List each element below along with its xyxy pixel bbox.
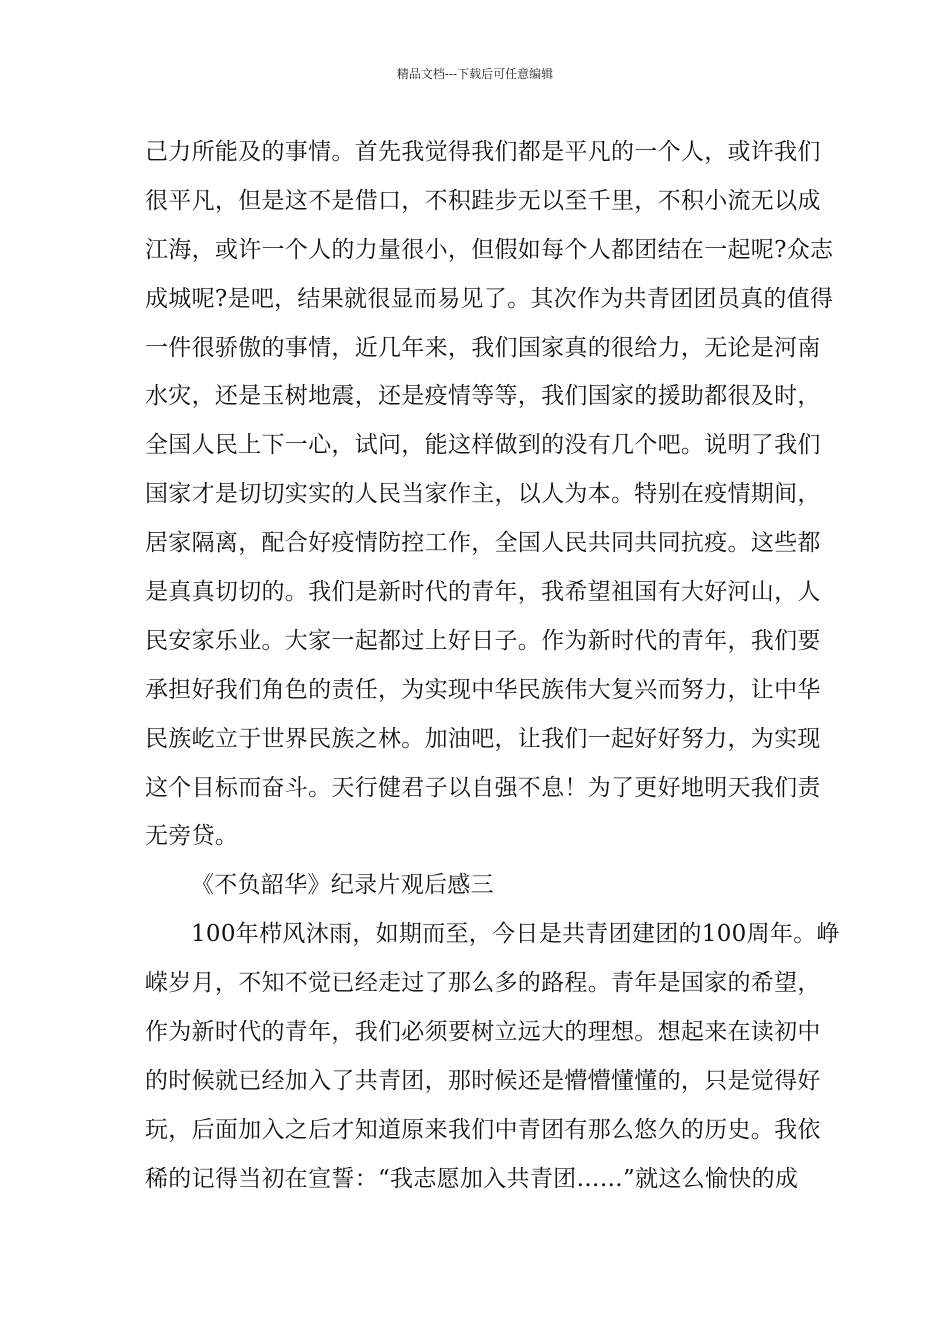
paragraph-line: 一件很骄傲的事情，近几年来，我们国家真的很给力，无论是河南 <box>145 334 821 361</box>
paragraph-line: 很平凡，但是这不是借口，不积跬步无以至千里，不积小流无以成 <box>145 187 821 214</box>
paragraph-line: 江海，或许一个人的力量很小，但假如每个人都团结在一起呢?众志 <box>145 236 834 263</box>
paragraph-line: 己力所能及的事情。首先我觉得我们都是平凡的一个人，或许我们 <box>145 139 821 165</box>
paragraph-line: 民族屹立于世界民族之林。加油吧，让我们一起好好努力，为实现 <box>145 725 821 752</box>
page-header: 精品文档---下载后可任意编辑 <box>396 67 554 81</box>
paragraph-line: 稀的记得当初在宣誓：“我志愿加入共青团……”就这么愉快的成 <box>145 1165 799 1192</box>
paragraph-line: 无旁贷。 <box>145 823 239 850</box>
paragraph-line: 这个目标而奋斗。天行健君子以自强不息！为了更好地明天我们责 <box>145 774 821 801</box>
paragraph-line: 民安家乐业。大家一起都过上好日子。作为新时代的青年，我们要 <box>145 627 821 654</box>
paragraph-line: 全国人民上下一心，试问，能这样做到的没有几个吧。说明了我们 <box>145 432 821 459</box>
paragraph-line: 嵘岁月，不知不觉已经走过了那么多的路程。青年是国家的希望， <box>145 970 821 997</box>
paragraph-line: 玩，后面加入之后才知道原来我们中青团有那么悠久的历史。我依 <box>145 1116 821 1143</box>
paragraph-line: 居家隔离，配合好疫情防控工作，全国人民共同共同抗疫。这些都 <box>145 530 821 557</box>
paragraph-line: 的时候就已经加入了共青团，那时候还是懵懵懂懂的，只是觉得好 <box>145 1067 821 1094</box>
paragraph-line: 水灾，还是玉树地震，还是疫情等等，我们国家的援助都很及时， <box>145 383 821 410</box>
paragraph-line: 承担好我们角色的责任，为实现中华民族伟大复兴而努力，让中华 <box>145 676 821 703</box>
document-body <box>145 128 840 1204</box>
paragraph-line: 100年栉风沐雨，如期而至，今日是共青团建团的100周年。峥 <box>191 921 840 948</box>
paragraph-line: 国家才是切切实实的人民当家作主，以人为本。特别在疫情期间， <box>145 481 821 508</box>
section-heading: 《不负韶华》纪录片观后感三 <box>191 872 494 899</box>
paragraph-line: 成城呢?是吧，结果就很显而易见了。其次作为共青团团员真的值得 <box>145 285 834 312</box>
paragraph-line: 作为新时代的青年，我们必须要树立远大的理想。想起来在读初中 <box>145 1019 821 1046</box>
paragraph-line: 是真真切切的。我们是新时代的青年，我希望祖国有大好河山，人 <box>145 579 821 606</box>
